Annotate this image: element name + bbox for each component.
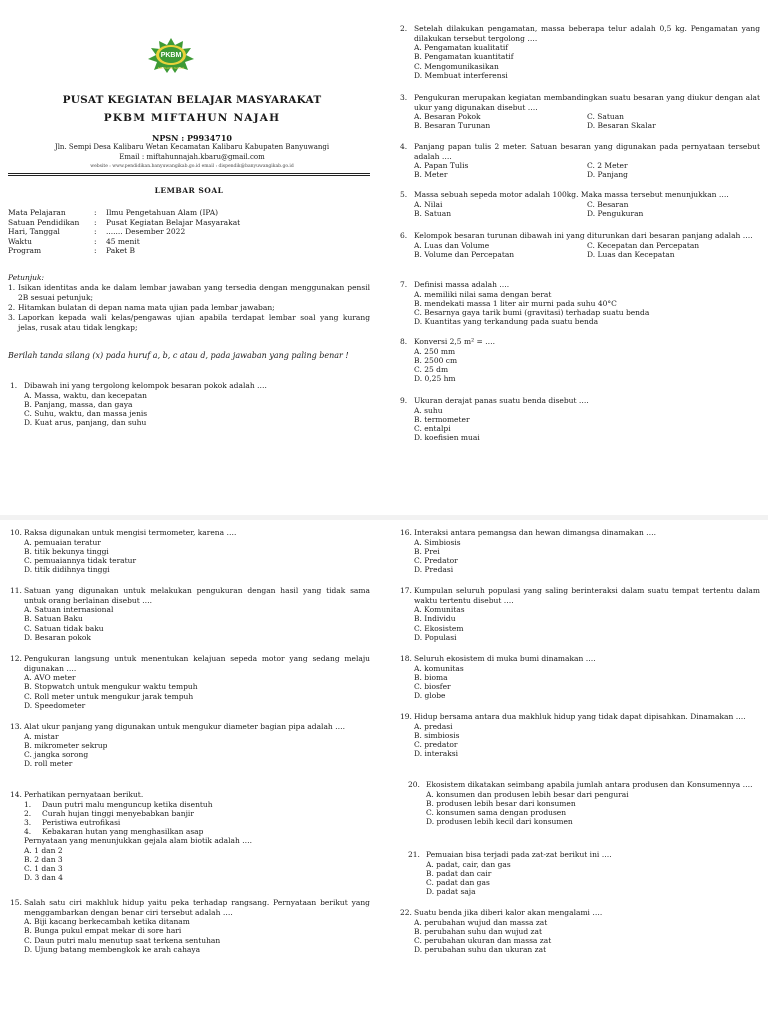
option: B. padat dan cair: [426, 868, 492, 878]
header-rule-top: [8, 173, 370, 174]
option: A. Simbiosis: [414, 537, 461, 547]
npsn: NPSN : P9934710: [152, 133, 232, 143]
option: C. Kecepatan dan Percepatan: [587, 240, 700, 250]
option: B. termometer: [414, 414, 470, 424]
header-rule-bottom: [8, 175, 370, 176]
option: C. 2 Meter: [587, 161, 628, 171]
question-15: 15. Salah satu ciri makhluk hidup yaitu peka terhadap rangsang. Pernyataan berikut yang menggambarkan dengan benar ciri tersebut adalah …. A. Biji kacang berkecambah ketika ditanam B. Bunga pukul empat mekar di sore hari C. Daun putri malu menutup saat terkena sentuhan D. Ujung batang membengkok ke arah cahaya: [10, 898, 370, 954]
question-11: 11. Satuan yang digunakan untuk melakukan pengukuran dengan hasil yang tidak sama untuk orang berlainan disebut …. A. Satuan internasional B. Satuan Baku C. Satuan tidak baku D. Besaran pokok: [10, 586, 370, 642]
option: D. Besaran Skalar: [587, 121, 656, 131]
option: A. 1 dan 2: [24, 845, 63, 855]
option: D. Pengukuran: [587, 208, 644, 218]
option: D. Ujung batang membengkok ke arah cahaya: [24, 944, 201, 954]
option: C. biosfer: [414, 681, 451, 691]
option: A. komunitas: [414, 663, 464, 673]
option: D. 3 dan 4: [24, 873, 63, 883]
option: B. Volume dan Percepatan: [414, 249, 515, 259]
option: C. 25 dm: [414, 364, 449, 374]
option: B. Individu: [414, 614, 456, 624]
instructions: [8, 273, 370, 333]
option: B. Besaran Turunan: [414, 121, 491, 131]
option: A. AVO meter: [24, 673, 76, 683]
option: B. 2500 cm: [414, 355, 458, 365]
question-2: 2. Setelah dilakukan pengamatan, massa beberapa telur adalah 0,5 kg. Pengamatan yang dilakukan tersebut tergolong …. A. Pengamatan kualitatif B. Pengamatan kuantitatif C. Mengomunikasikan D. Membuat interferensi: [400, 24, 760, 80]
pkbm-logo: [146, 36, 196, 74]
website: website : www.pendidikan.banyuwangikab.go.id email : dispendik@banyuwangikab.go.id: [90, 164, 294, 169]
option: B. Prei: [414, 546, 440, 556]
logo-text: PKBM: [160, 52, 182, 59]
option: C. predator: [414, 739, 458, 749]
question-9: 9. Ukuran derajat panas suatu benda disebut …. A. suhu B. termometer C. entalpi D. koefisien muai: [400, 396, 760, 442]
question-3: 3. Pengukuran merupakan kegiatan membandingkan suatu besaran yang diukur dengan alat ukur yang digunakan disebut …. A. Besaran Pokok C. Satuan B. Besaran Turunan D. Besaran Skalar: [400, 93, 760, 131]
option: D. perubahan suhu dan ukuran zat: [414, 945, 547, 955]
option: C. Suhu, waktu, dan massa jenis: [24, 408, 148, 418]
statement-item: 1. Daun putri malu menguncup ketika disentuh: [24, 799, 213, 809]
option: D. Luas dan Kecepatan: [587, 249, 675, 259]
option: B. simbiosis: [414, 730, 460, 740]
sheet-title: LEMBAR SOAL: [154, 186, 224, 195]
option: B. Satuan: [414, 208, 452, 218]
option: C. Satuan tidak baku: [24, 623, 104, 633]
answer-command: Berilah tanda silang (x) pada huruf a, b, c atau d, pada jawaban yang paling benar !: [8, 351, 349, 360]
option: C. Mengomunikasikan: [414, 61, 499, 71]
option: B. Stopwatch untuk mengukur waktu tempuh: [24, 682, 198, 692]
option: C. entalpi: [414, 423, 451, 433]
logo-subtext: MIFTAHUN NAJAH: [158, 66, 184, 70]
option: C. Besaran: [587, 199, 629, 209]
option: B. mendekati massa 1 liter air murni pada suhu 40°C: [414, 298, 617, 308]
option: D. padat saja: [426, 887, 476, 897]
question-22: 22. Suatu benda jika diberi kalor akan mengalami …. A. perubahan wujud dan massa zat B. perubahan suhu dan wujud zat C. perubahan ukuran dan massa zat D. perubahan suhu dan ukuran zat: [400, 908, 760, 954]
option: A. predasi: [414, 721, 453, 731]
option: B. Satuan Baku: [24, 614, 83, 624]
instructions-heading: Petunjuk:: [8, 273, 45, 282]
option: A. Biji kacang berkecambah ketika ditanam: [24, 917, 190, 927]
option: D. koefisien muai: [414, 433, 480, 443]
option: D. Kuantitas yang terkandung pada suatu benda: [414, 317, 599, 327]
question-7: 7. Definisi massa adalah …. A. memiliki nilai sama dengan berat B. mendekati massa 1 liter air murni pada suhu 40°C C. Besarnya gaya tarik bumi (gravitasi) terhadap suatu benda D. Kuantitas yang terkandung pada suatu benda: [400, 280, 760, 326]
instruction-item: 2. Hitamkan bulatan di depan nama mata ujian pada lembar jawaban;: [8, 303, 275, 312]
option: B. Meter: [414, 170, 448, 180]
option: B. 2 dan 3: [24, 854, 63, 864]
info-row-subject: Mata Pelajaran : Ilmu Pengetahuan Alam (IPA): [8, 208, 219, 217]
option: A. Pengamatan kualitatif: [414, 43, 509, 53]
question-1: 1. Dibawah ini yang tergolong kelompok besaran pokok adalah …. A. Massa, waktu, dan kecepatan B. Panjang, massa, dan gaya C. Suhu, waktu, dan massa jenis D. Kuat arus, panjang, dan suhu: [10, 381, 370, 427]
option: D. Panjang: [587, 170, 628, 180]
option: D. Populasi: [414, 632, 457, 642]
option: D. produsen lebih kecil dari konsumen: [426, 817, 573, 827]
option: C. pemuaiannya tidak teratur: [24, 555, 137, 565]
info-row-program: Program : Paket B: [8, 246, 136, 256]
info-row-unit: Satuan Pendidikan : Pusat Kegiatan Belajar Masyarakat: [8, 217, 241, 227]
option: B. mikrometer sekrup: [24, 740, 108, 750]
option: A. Komunitas: [414, 605, 465, 615]
institution-name: PKBM MIFTAHUN NAJAH: [103, 112, 281, 124]
option: D. Besaran pokok: [24, 632, 91, 642]
question-10: 10. Raksa digunakan untuk mengisi termometer, karena …. A. pemuaian teratur B. titik bekunya tinggi C. pemuaiannya tidak teratur D. titik didihnya tinggi: [10, 528, 370, 574]
option: A. suhu: [414, 405, 443, 415]
option: C. 1 dan 3: [24, 863, 63, 873]
option: D. globe: [414, 691, 446, 701]
option: B. Bunga pukul empat mekar di sore hari: [24, 926, 182, 936]
statement-item: 4. Kebakaran hutan yang menghasilkan asap: [24, 827, 204, 837]
page-2: [0, 520, 768, 1024]
exam-info: [8, 208, 240, 256]
option: D. roll meter: [24, 759, 73, 769]
question-4: 4. Panjang papan tulis 2 meter. Satuan besaran yang digunakan pada pernyataan tersebut adalah …. A. Papan Tulis C. 2 Meter B. Meter D. Panjang: [400, 142, 760, 180]
option: D. Kuat arus, panjang, dan suhu: [24, 418, 147, 428]
option: C. konsumen sama dengan produsen: [426, 807, 567, 817]
question-17: 17. Kumpulan seluruh populasi yang saling berinteraksi dalam suatu tempat tertentu dalam waktu tertentu disebut …. A. Komunitas B. Individu C. Ekosistem D. Populasi: [400, 586, 760, 642]
option: A. padat, cair, dan gas: [426, 859, 511, 869]
option: A. Nilai: [414, 199, 443, 209]
option: A. Luas dan Volume: [414, 240, 490, 250]
institution-title: PUSAT KEGIATAN BELAJAR MASYARAKAT: [62, 94, 322, 106]
option: C. Predator: [414, 555, 458, 565]
question-13: 13. Alat ukur panjang yang digunakan untuk mengukur diameter bagian pipa adalah …. A. mistar B. mikrometer sekrup C. jangka sorong D. roll meter: [10, 722, 370, 768]
question-16: 16. Interaksi antara pemangsa dan hewan dimangsa dinamakan …. A. Simbiosis B. Prei C. Predator D. Predasi: [400, 528, 760, 574]
option: C. Daun putri malu menutup saat terkena sentuhan: [24, 935, 221, 945]
option: C. perubahan ukuran dan massa zat: [414, 935, 552, 945]
option: A. memiliki nilai sama dengan berat: [414, 289, 552, 299]
option: B. Pengamatan kuantitatif: [414, 52, 514, 62]
statement-item: 3. Peristiwa eutrofikasi: [24, 817, 121, 827]
info-row-time: Waktu : 45 menit: [8, 236, 140, 246]
option: A. mistar: [24, 731, 59, 741]
info-row-date: Hari, Tanggal : ....... Desember 2022: [8, 227, 186, 237]
option: A. perubahan wujud dan massa zat: [414, 917, 548, 927]
instruction-item: 1. Isikan identitas anda ke dalam lembar jawaban yang tersedia dengan menggunakan pensil 2B sesuai petunjuk;: [8, 283, 370, 302]
option: B. perubahan suhu dan wujud zat: [414, 926, 542, 936]
question-21: 21. Pemuaian bisa terjadi pada zat-zat berikut ini …. A. padat, cair, dan gas B. padat dan cair C. padat dan gas D. padat saja: [408, 850, 760, 896]
option: A. 250 mm: [414, 346, 456, 356]
option: A. konsumen dan produsen lebih besar dari pengurai: [426, 789, 629, 799]
option: D. Membuat interferensi: [414, 70, 508, 80]
option: A. Besaran Pokok: [414, 112, 481, 122]
question-6: 6. Kelompok besaran turunan dibawah ini yang diturunkan dari besaran panjang adalah …. A. Luas dan Volume C. Kecepatan dan Percepatan B. Volume dan Percepatan D. Luas dan Kecepatan: [400, 231, 760, 259]
question-14: 14. Perhatikan pernyataan berikut. 1. Daun putri malu menguncup ketika disentuh 2. Curah hujan tinggi menyebabkan banjir 3. Peristiwa eutrofikasi 4. Kebakaran hutan yang menghasilkan asap Pernyataan yang menunjukkan gejala alam biotik adalah …. A. 1 dan 2 B. 2 dan 3 C. 1 dan 3 D. 3 dan 4: [10, 790, 370, 882]
question-12: 12. Pengukuran langsung untuk menentukan kelajuan sepeda motor yang sedang melaju digunakan …. A. AVO meter B. Stopwatch untuk mengukur waktu tempuh C. Roll meter untuk mengukur jarak tempuh D. Speedometer: [10, 654, 370, 710]
option: C. Ekosistem: [414, 623, 464, 633]
option: D. Speedometer: [24, 700, 86, 710]
option: B. titik bekunya tinggi: [24, 546, 109, 556]
instruction-item: 3. Laporkan kepada wali kelas/pengawas ujian apabila terdapat lembar soal yang kurang jelas, rusak atau tidak lengkap;: [8, 313, 370, 332]
option: D. titik didihnya tinggi: [24, 565, 110, 575]
option: A. Massa, waktu, dan kecepatan: [24, 390, 148, 400]
option: A. pemuaian teratur: [24, 537, 101, 547]
option: C. padat dan gas: [426, 877, 490, 887]
option: C. Besarnya gaya tarik bumi (gravitasi) terhadap suatu benda: [414, 307, 650, 317]
question-19: 19. Hidup bersama antara dua makhluk hidup yang tidak dapat dipisahkan. Dinamakan …. A. predasi B. simbiosis C. predator D. interaksi: [400, 712, 760, 758]
option: B. Panjang, massa, dan gaya: [24, 399, 133, 409]
email: Email : miftahunnajah.kbaru@gmail.com: [119, 153, 265, 161]
statement-item: 2. Curah hujan tinggi menyebabkan banjir: [24, 808, 194, 818]
option: A. Satuan internasional: [24, 605, 114, 615]
option: C. Roll meter untuk mengukur jarak tempuh: [24, 691, 194, 701]
option: D. interaksi: [414, 749, 459, 759]
question-20: 20. Ekosistem dikatakan seimbang apabila jumlah antara produsen dan Konsumennya …. A. konsumen dan produsen lebih besar dari pengurai B. produsen lebih besar dari konsumen C. konsumen sama dengan produsen D. produsen lebih kecil dari konsumen: [408, 780, 760, 826]
option: D. 0,25 hm: [414, 374, 456, 384]
question-18: 18. Seluruh ekosistem di muka bumi dinamakan …. A. komunitas B. bioma C. biosfer D. globe: [400, 654, 760, 700]
option: B. bioma: [414, 672, 448, 682]
option: C. Satuan: [587, 112, 624, 122]
address: Jln. Sempi Desa Kalibaru Wetan Kecamatan Kalibaru Kabupaten Banyuwangi: [54, 143, 330, 151]
option: B. produsen lebih besar dari konsumen: [426, 798, 576, 808]
question-prompt: Pernyataan yang menunjukkan gejala alam biotik adalah ….: [24, 836, 253, 846]
option: D. Predasi: [414, 565, 454, 575]
question-5: 5. Massa sebuah sepeda motor adalah 100kg. Maka massa tersebut menunjukkan …. A. Nilai C. Besaran B. Satuan D. Pengukuran: [400, 190, 760, 218]
option: C. jangka sorong: [24, 749, 89, 759]
question-8: 8. Konversi 2,5 m² = …. A. 250 mm B. 2500 cm C. 25 dm D. 0,25 hm: [400, 337, 760, 383]
option: A. Papan Tulis: [414, 161, 469, 171]
